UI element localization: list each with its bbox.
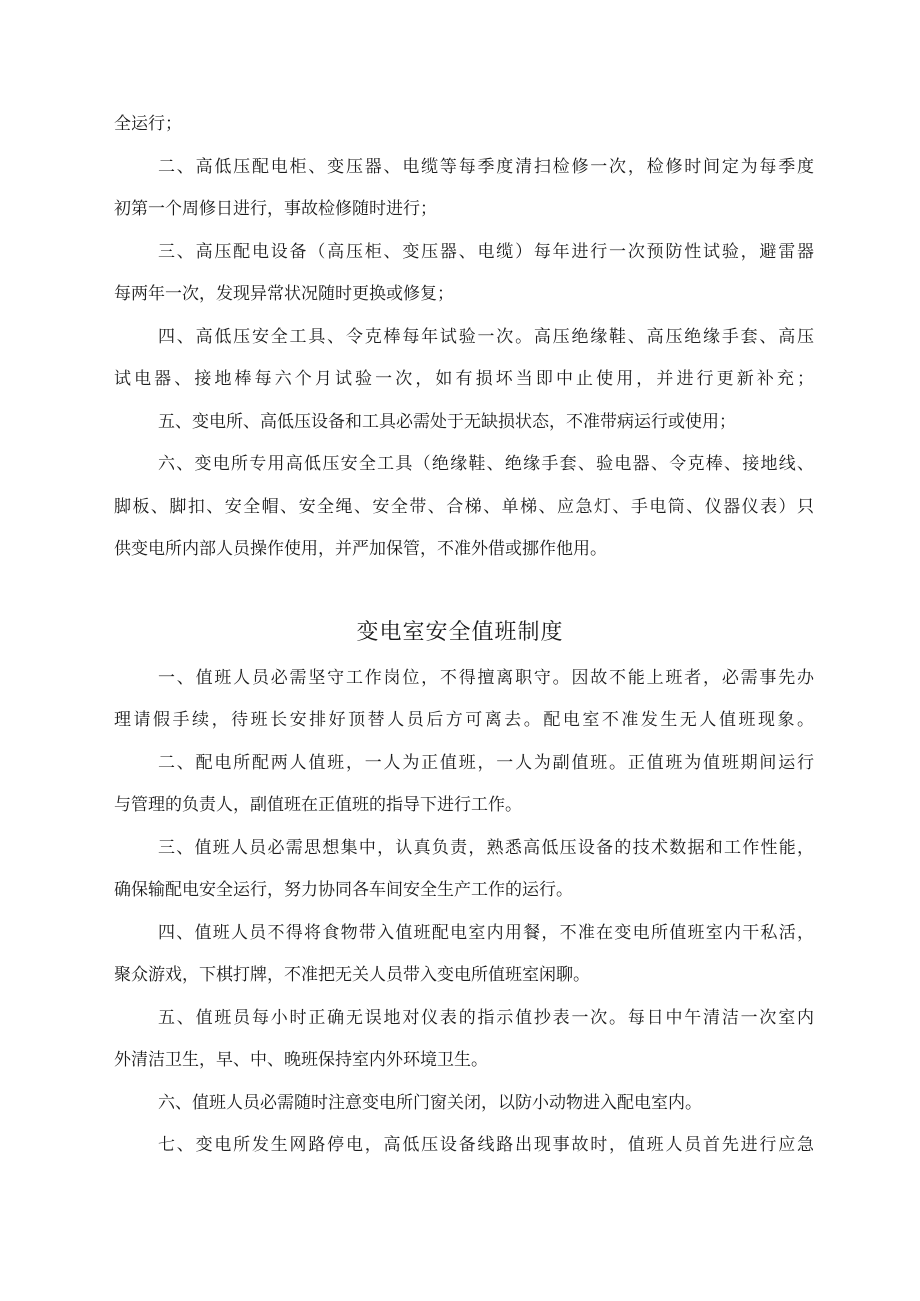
paragraph-line: 全运行； <box>114 114 182 134</box>
paragraph-line: 与管理的负责人，副值班在正值班的指导下进行工作。 <box>114 795 522 815</box>
paragraph-line: 一、值班人员必需坚守工作岗位，不得擅离职守。因故不能上班者，必需事先办 <box>158 668 814 688</box>
paragraph-line: 二、配电所配两人值班，一人为正值班，一人为副值班。正值班为值班期间运行 <box>158 753 814 773</box>
paragraph-line: 五、值班员每小时正确无误地对仪表的指示值抄表一次。每日中午清洁一次室内 <box>158 1008 814 1028</box>
paragraph-line: 六、变电所专用高低压安全工具（绝缘鞋、绝缘手套、验电器、令克棒、接地线、 <box>158 454 814 474</box>
paragraph-line: 理请假手续，待班长安排好顶替人员后方可离去。配电室不准发生无人值班现象。 <box>114 710 814 730</box>
paragraph-line: 五、变电所、高低压设备和工具必需处于无缺损状态，不准带病运行或使用； <box>158 412 736 432</box>
paragraph-line: 三、值班人员必需思想集中，认真负责，熟悉高低压设备的技术数据和工作性能， <box>158 838 814 858</box>
paragraph-line: 脚板、脚扣、安全帽、安全绳、安全带、合梯、单梯、应急灯、手电筒、仪器仪表）只 <box>114 497 814 517</box>
paragraph-line: 初第一个周修日进行，事故检修随时进行； <box>114 199 437 219</box>
paragraph-line: 每两年一次，发现异常状况随时更换或修复； <box>114 284 454 304</box>
paragraph-line: 试电器、接地棒每六个月试验一次，如有损坏当即中止使用，并进行更新补充； <box>114 369 814 389</box>
paragraph-line: 四、值班人员不得将食物带入值班配电室内用餐，不准在变电所值班室内干私活， <box>158 923 814 943</box>
paragraph-line: 七、变电所发生网路停电，高低压设备线路出现事故时，值班人员首先进行应急 <box>158 1135 814 1155</box>
paragraph-line: 三、高压配电设备（高压柜、变压器、电缆）每年进行一次预防性试验，避雷器 <box>158 242 814 262</box>
paragraph-line: 供变电所内部人员操作使用，并严加保管，不准外借或挪作他用。 <box>114 539 607 559</box>
paragraph-line: 聚众游戏，下棋打牌，不准把无关人员带入变电所值班室闲聊。 <box>114 965 590 985</box>
paragraph-line: 确保输配电安全运行，努力协同各车间安全生产工作的运行。 <box>114 880 573 900</box>
paragraph-line: 二、高低压配电柜、变压器、电缆等每季度清扫检修一次，检修时间定为每季度 <box>158 157 814 177</box>
section-title: 变电室安全值班制度 <box>356 620 564 645</box>
paragraph-line: 外清洁卫生，早、中、晚班保持室内外环境卫生。 <box>114 1050 488 1070</box>
paragraph-line: 四、高低压安全工具、令克棒每年试验一次。高压绝缘鞋、高压绝缘手套、高压 <box>158 327 814 347</box>
paragraph-line: 六、值班人员必需随时注意变电所门窗关闭，以防小动物进入配电室内。 <box>158 1093 702 1113</box>
